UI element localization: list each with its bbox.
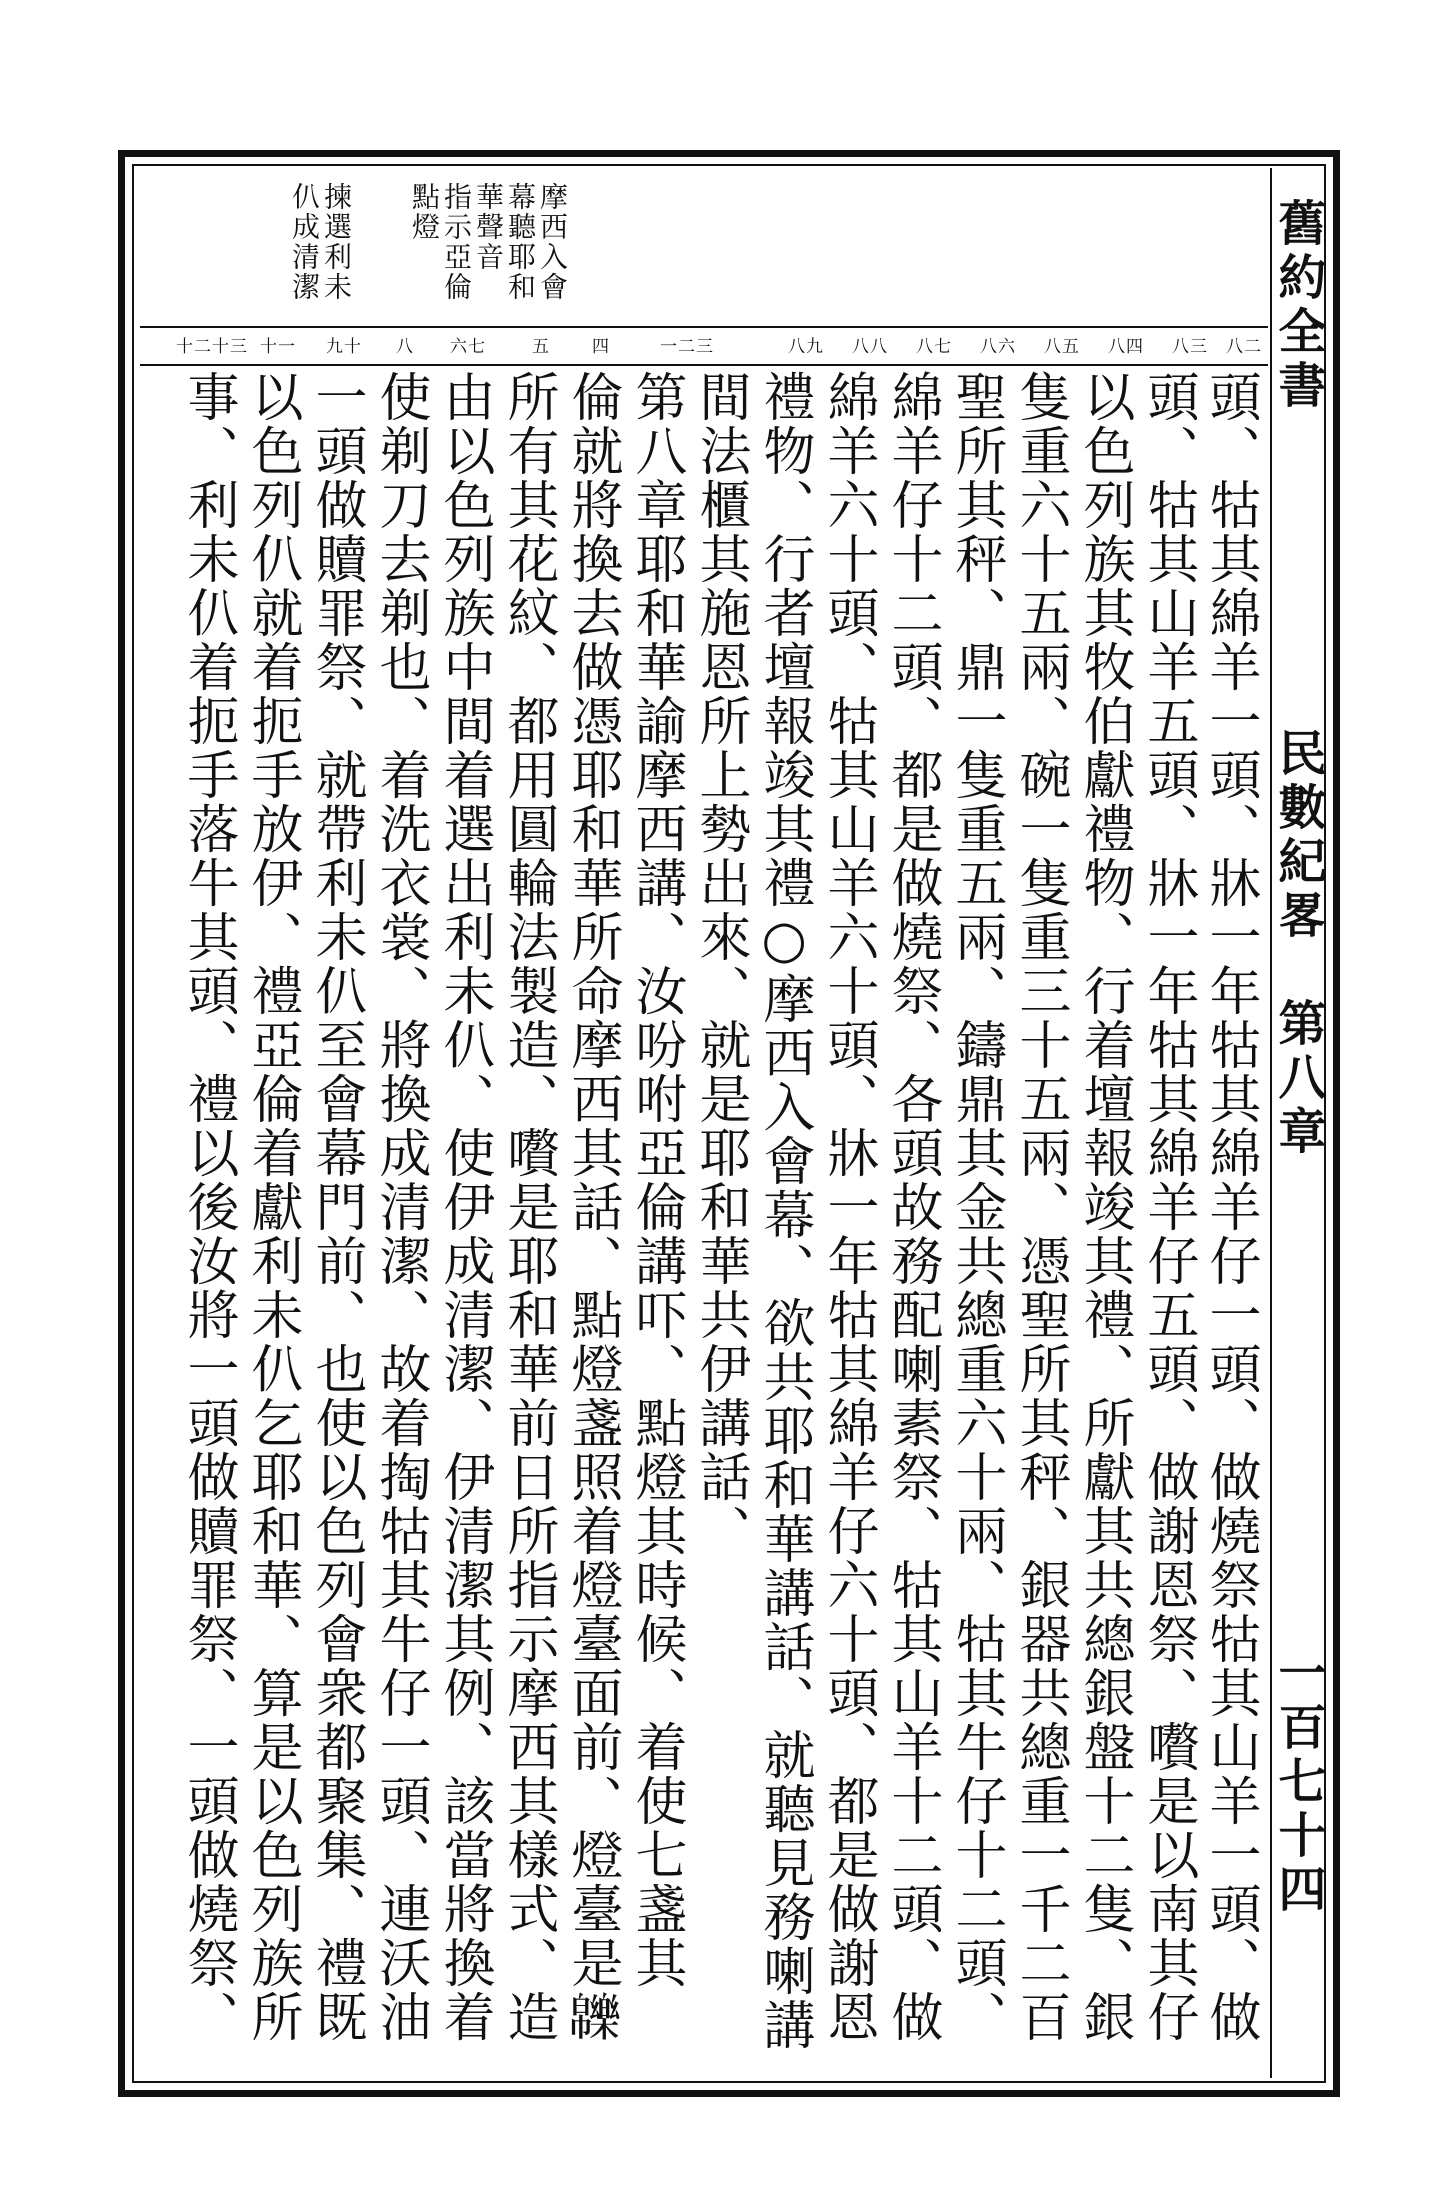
body-text (140, 370, 1268, 2070)
page-number: 一百七十四 (1270, 1648, 1326, 1918)
text-column: 事、利未仈着扼手落牛其頭、禮以後汝將一頭做贖罪祭、一頭做燒祭、 (178, 370, 238, 2044)
verse-marker: 八八 (852, 337, 888, 357)
verse-marker: 八四 (1108, 337, 1144, 357)
gloss-3: 華聲音 (472, 182, 505, 272)
text-column: 以色列族其牧伯獻禮物、行着壇報竣其禮、所獻其共總銀盤十二隻、銀 (1074, 370, 1134, 2044)
gloss-5: 點燈 (408, 182, 441, 242)
text-column: 綿羊六十頭、牯其山羊六十頭、牀一年牯其綿羊仔六十頭、都是做謝恩 (818, 370, 878, 2044)
text-column: 使剃刀去剃也、着洗衣裳、將換成清潔、故着掏牯其牛仔一頭、連沃油 (370, 370, 430, 2044)
verse-marker: 四 (592, 337, 610, 357)
verse-marker: 十二十三 (176, 337, 248, 357)
running-header (1270, 168, 1326, 2078)
book-title: 舊約全書 (1270, 198, 1326, 414)
verse-marker: 八三 (1172, 337, 1208, 357)
chapter-title: 民數紀畧 第八章 (1270, 728, 1326, 1160)
verse-marker: 八五 (1044, 337, 1080, 357)
verse-number-row (140, 330, 1268, 366)
verse-marker: 八六 (980, 337, 1016, 357)
verse-marker: 八二 (1226, 337, 1262, 357)
gloss-6: 揀選利未 (320, 182, 353, 302)
verse-marker: 八 (396, 337, 414, 357)
gloss-2: 幕聽耶和 (504, 182, 537, 302)
text-column: 禮物、行者壇報竣其禮○摩西入會幕、欲共耶和華講話、就聽見務喇講 (754, 370, 814, 2052)
text-column: 倫就將換去做憑耶和華所命摩西其話、點燈盞照着燈臺面前、燈臺是𤾾 (562, 370, 622, 2044)
verse-marker: 六七 (450, 337, 486, 357)
text-column: 聖所其秤、鼎一隻重五兩、鑄鼎其金共總重六十兩、牯其牛仔十二頭、 (946, 370, 1006, 2044)
text-column: 一頭做贖罪祭、就帶利未仈至會幕門前、也使以色列會衆都聚集、禮既 (306, 370, 366, 2044)
text-column: 以色列仈就着扼手放伊、禮亞倫着獻利未仈乞耶和華、算是以色列族所 (242, 370, 302, 2044)
verse-marker: 一二三 (660, 337, 714, 357)
text-column: 綿羊仔十二頭、都是做燒祭、各頭故務配喇素祭、牯其山羊十二頭、做 (882, 370, 942, 2044)
text-column: 頭、牯其山羊五頭、牀一年牯其綿羊仔五頭、做謝恩祭、嚽是以南其仔 (1138, 370, 1198, 2044)
text-column: 由以色列族中間着選出利未仈、使伊成清潔、伊清潔其例、該當將換着 (434, 370, 494, 2044)
verse-marker: 五 (532, 337, 550, 357)
text-column: 所有其花紋、都用圓輪法製造、嚽是耶和華前日所指示摩西其樣式、造 (498, 370, 558, 2044)
marginal-glosses (140, 168, 1268, 328)
gloss-7: 仈成清潔 (288, 182, 321, 302)
text-column: 頭、牯其綿羊一頭、牀一年牯其綿羊仔一頭、做燒祭牯其山羊一頭、做 (1200, 370, 1260, 2044)
gloss-1: 摩西入會 (536, 182, 569, 302)
text-column: 第八章耶和華諭摩西講、汝吩咐亞倫講吓、點燈其時候、着使七盞其 (626, 370, 686, 1990)
verse-marker: 八七 (916, 337, 952, 357)
verse-marker: 十一 (260, 337, 296, 357)
verse-marker: 八九 (788, 337, 824, 357)
verse-marker: 九十 (326, 337, 362, 357)
text-column: 間法櫃其施恩所上勢出來、就是耶和華共伊講話、 (690, 370, 750, 1558)
text-column: 隻重六十五兩、碗一隻重三十五兩、憑聖所其秤、銀器共總重一千二百 (1010, 370, 1070, 2044)
gloss-4: 指示亞倫 (440, 182, 473, 302)
